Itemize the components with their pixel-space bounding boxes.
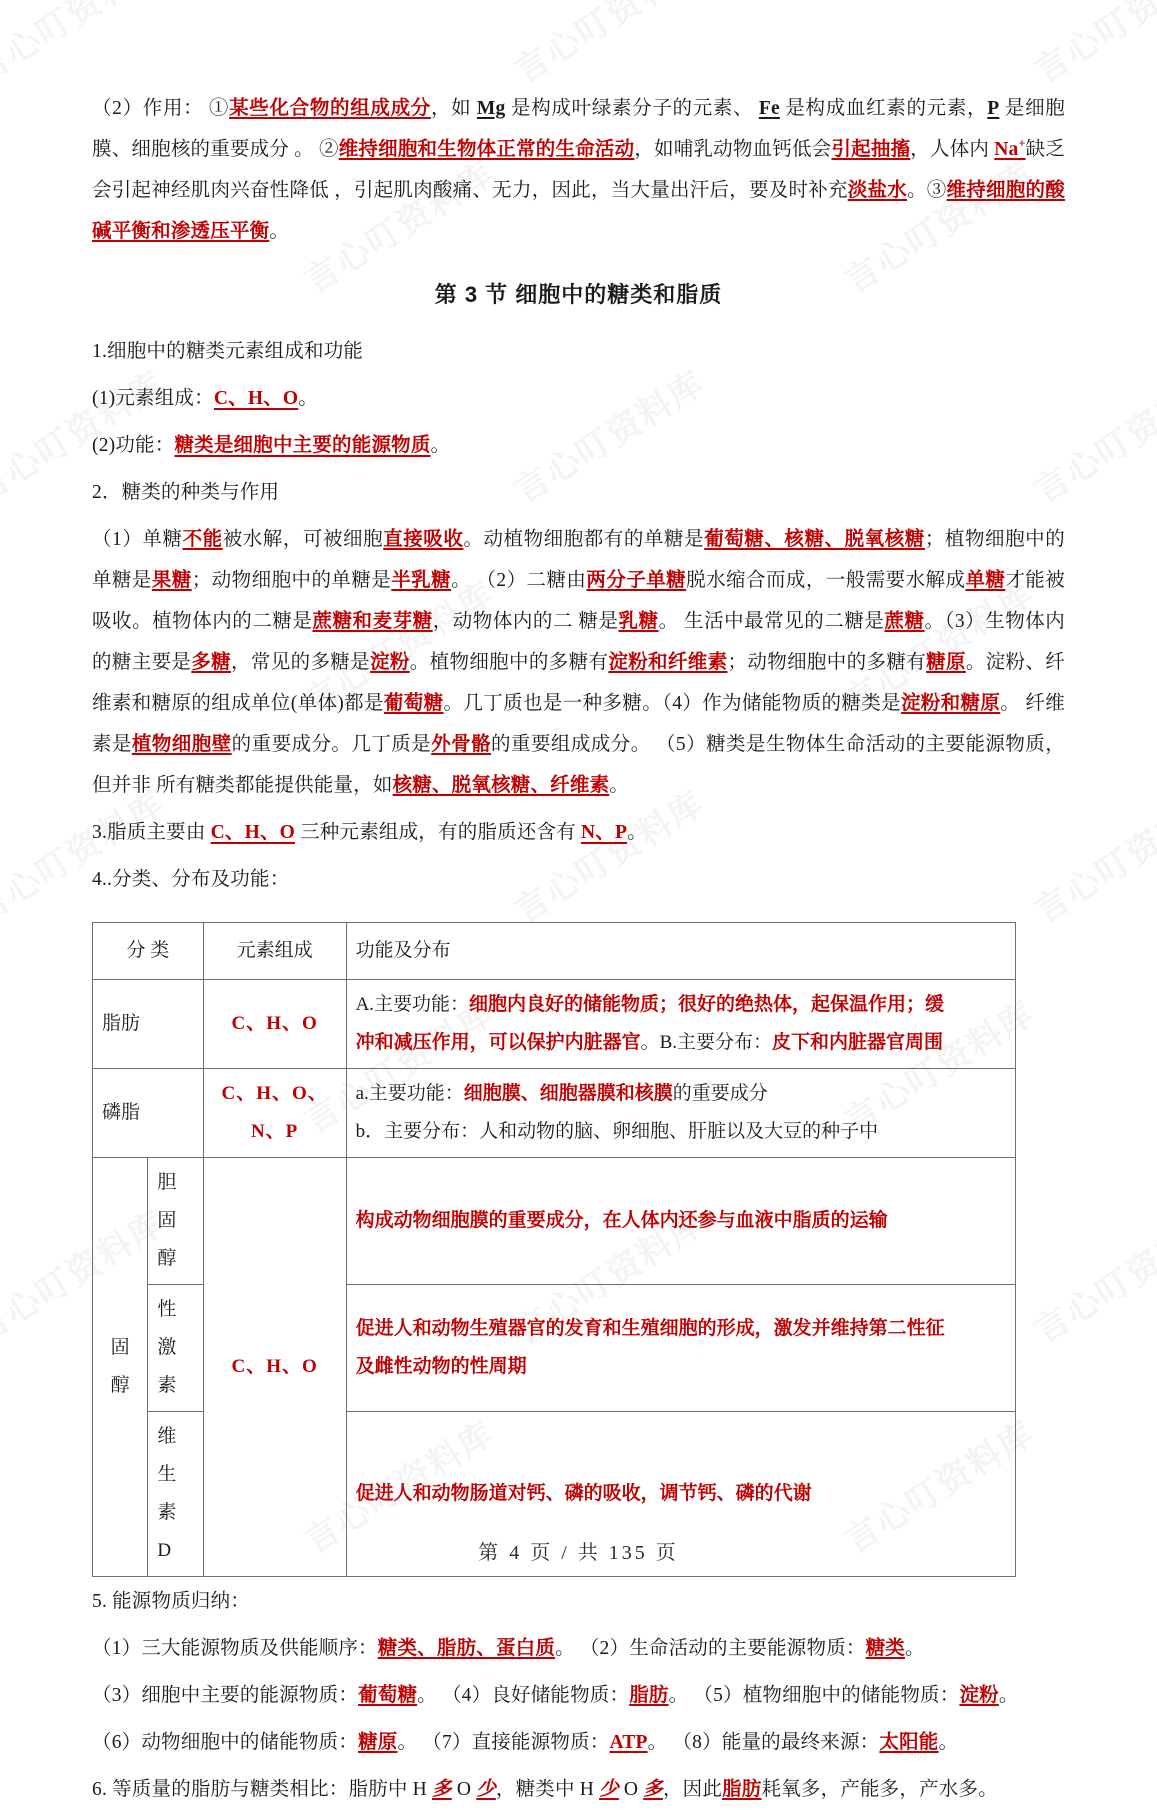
phos-function-line1 (356, 1075, 1006, 1113)
item5-main-energy: 糖类 (865, 1638, 906, 1659)
item5-line3 (92, 1722, 1065, 1763)
item3-elements-cho: C、H、O (210, 822, 296, 843)
item5-atp: ATP (609, 1732, 648, 1753)
em-exoskeleton: 外骨骼 (431, 734, 492, 755)
phos-fn-red: 细胞膜、细胞器膜和核膜 (463, 1083, 673, 1104)
item1-sub2-label: (2)功能： (92, 435, 175, 456)
intro-text-7: 缺乏会引起神经肌肉兴奋性降低 ，引起肌肉酸痛、无力，因此，当大量出汗后，要及时补充 (92, 139, 1065, 201)
t12: ，常见的多糖是 (231, 652, 371, 673)
item1-heading: 1.细胞中的糖类元素组成和功能 (92, 341, 364, 362)
item3-line (92, 812, 1065, 853)
item3-text-1: 3.脂质主要由 (92, 822, 211, 843)
vitamind-function-red: 促进人和动物肠道对钙、磷的吸收，调节钙、磷的代谢 (355, 1483, 812, 1504)
em-no-energy-sugars: 核糖、脱氧核糖、纤维素 (392, 775, 610, 796)
fat-fn-label-b: 。B.主要分布： (640, 1032, 773, 1053)
em-bunengshuijie: 不能 (182, 529, 223, 550)
intro-text-1: ，如 (430, 98, 477, 119)
cell-subcategory-cholesterol: 胆固醇 (148, 1158, 203, 1285)
item5-l2-a: （3）细胞中主要的能源物质： (92, 1685, 359, 1706)
t10: 。 生活中最常见的二糖是 (658, 611, 885, 632)
phos-fn-label: a.主要功能： (355, 1083, 464, 1104)
intro-text-2: 是构成叶绿素分子的元素、 (505, 98, 759, 119)
intro-emphasis-2: 维持细胞和生物体正常的生命活动 (338, 139, 635, 160)
phos-elements-line1: C、H、O、 (221, 1083, 328, 1104)
header-function: 功能及分布 (346, 923, 1015, 980)
em-glycogen: 糖原 (926, 652, 966, 673)
item6-h-more: 多 (432, 1779, 452, 1800)
t9: ，动物体内的二 糖是 (432, 611, 619, 632)
item6-a1: 6. 等质量的脂肪与糖类相比：脂肪中 H (92, 1779, 433, 1800)
table-row-sterol-cholesterol (93, 1158, 1016, 1285)
item5-glucose: 葡萄糖 (358, 1685, 418, 1706)
item5-line2 (92, 1675, 1065, 1716)
t14: ；动物细胞中的多糖有 (727, 652, 927, 673)
item6-a4: O (618, 1779, 644, 1800)
item6-o-more: 多 (643, 1779, 663, 1800)
item3-text-3: 。 (627, 822, 647, 843)
em-monosaccharides: 葡萄糖、核糖、脱氧核糖 (704, 529, 925, 550)
intro-text-6: ，人体内 (910, 139, 995, 160)
t11: 。（3）生物体内的糖主要是 (92, 611, 1066, 673)
item6-o-less: 少 (476, 1779, 496, 1800)
item2-heading: 2．糖类的种类与作用 (92, 482, 280, 503)
element-mg: Mg (476, 98, 506, 119)
item6-a2: O (451, 1779, 477, 1800)
item6-a6: 耗氧多，产能多，产水多。 (761, 1779, 998, 1800)
item5-solar: 太阳能 (879, 1732, 939, 1753)
em-galactose: 半乳糖 (391, 570, 452, 591)
intro-emphasis-3: 引起抽搐 (831, 139, 911, 160)
cell-subcategory-vitamind: 维生素 D (148, 1412, 203, 1577)
em-cell-wall: 植物细胞壁 (131, 734, 232, 755)
item5-l1-c: 。 (905, 1638, 925, 1659)
item6-line (92, 1769, 1065, 1810)
t19: 的重要组成成分。 （5）糖类是生物体生命活动的主要能源物质，但并非 所有糖类都能提供能量，如 (92, 734, 1065, 796)
intro-emphasis-4: 淡盐水 (847, 180, 908, 201)
fat-function-line2 (356, 1024, 1006, 1062)
t4: ；植物细胞中的单糖是 (92, 529, 1065, 591)
t8: 才能被吸收。植物体内的二糖是 (92, 570, 1065, 632)
cell-function-phospholipid (346, 1069, 1015, 1158)
item5-energy-order: 糖类、脂肪、蛋白质 (377, 1638, 556, 1659)
intro-text-5: ，如哺乳动物血钙低会 (634, 139, 832, 160)
lipid-classification-table (92, 922, 1016, 1577)
t15: 。淀粉、纤维素和糖原的组成单位(单体)都是 (92, 652, 1065, 714)
item5-glycogen: 糖原 (358, 1732, 398, 1753)
item5-l3-a: （6）动物细胞中的储能物质： (92, 1732, 359, 1753)
cell-function-cholesterol (346, 1158, 1015, 1285)
element-p: P (987, 98, 1000, 119)
item5-l1-a: （1）三大能源物质及供能顺序： (92, 1638, 378, 1659)
item6-a5: ，因此 (662, 1779, 723, 1800)
page-number-text: 第 4 页 / 共 135 页 (478, 1542, 679, 1564)
t7: 脱水缩合而成，一般需要水解成 (686, 570, 966, 591)
item6-a3: ，糖类中 H (495, 1779, 600, 1800)
item5-l2-b: 。 （4）良好储能物质： (417, 1685, 630, 1706)
cell-subcategory-sexhormone: 性激素 (148, 1285, 203, 1412)
t6: 。 （2）二糖由 (451, 570, 587, 591)
item5-line1 (92, 1628, 1065, 1669)
item1-sub1 (92, 378, 1065, 419)
phos-fn-tail: 的重要成分 (672, 1083, 768, 1104)
intro-text-8: 。③ (907, 180, 947, 201)
cell-elements-phospholipid (203, 1069, 346, 1158)
item1-sub1-value: C、H、O (213, 388, 299, 409)
phos-elements-line2: N、P (250, 1121, 299, 1142)
intro-emphasis-1: 某些化合物的组成成分 (229, 98, 431, 119)
header-category: 分 类 (93, 923, 204, 980)
cell-function-sexhormone (346, 1285, 1015, 1412)
item3-elements-np: N、P (580, 822, 628, 843)
cholesterol-function-red: 构成动物细胞膜的重要成分，在人体内还参与血液中脂质的运输 (355, 1210, 888, 1231)
item5-heading: 5. 能源物质归纳： (92, 1591, 251, 1612)
item5-fat: 脂肪 (629, 1685, 669, 1706)
em-polysaccharide: 多糖 (191, 652, 232, 673)
em-sucrose: 蔗糖 (884, 611, 925, 632)
page-footer (0, 1536, 1157, 1565)
table-row-phospholipid (93, 1069, 1016, 1158)
header-elements: 元素组成 (203, 923, 346, 980)
cell-category-phospholipid: 磷脂 (93, 1069, 204, 1158)
cell-elements-fat: C、H、O (203, 980, 346, 1069)
section-title: 第 3 节 细胞中的糖类和脂质 (434, 282, 723, 307)
intro-text-end: 。 (269, 221, 290, 242)
item5-l3-b: 。 （7）直接能源物质： (397, 1732, 610, 1753)
table-row-fat (93, 980, 1016, 1069)
item5-l3-c: 。 （8）能量的最终来源： (647, 1732, 880, 1753)
item6-fat-em: 脂肪 (722, 1779, 762, 1800)
em-glucose: 葡萄糖 (383, 693, 444, 714)
t17: 。 纤维素是 (92, 693, 1065, 755)
intro-prefix: （2）作用： ① (92, 98, 230, 119)
item1-sub2-end: 。 (430, 435, 451, 456)
intro-text-4: 是细胞膜、细胞核的重要成分 。 ② (92, 98, 1065, 160)
sexhormone-function-line1: 促进人和动物生殖器官的发育和生殖细胞的形成，激发并维持第二性征 (355, 1318, 945, 1339)
cell-category-fat: 脂肪 (93, 980, 204, 1069)
item5-l3-d: 。 (938, 1732, 959, 1753)
item5-l2-c: 。 （5）植物细胞中的储能物质： (668, 1685, 960, 1706)
t18: 的重要成分。几丁质是 (231, 734, 432, 755)
sexhormone-function-line2: 及雌性动物的性周期 (355, 1356, 527, 1377)
table-header-row (93, 923, 1016, 980)
t3: 。动植物细胞都有的单糖是 (463, 529, 705, 550)
item3-text-2: 三种元素组成，有的脂质还含有 (295, 822, 581, 843)
item1-sub1-label: (1)元素组成： (92, 388, 214, 409)
cell-category-sterol: 固醇 (93, 1158, 148, 1577)
item2-body (92, 519, 1065, 806)
fat-function-line1 (356, 986, 1006, 1024)
fat-distribution-red: 皮下和内脏器官周围 (772, 1032, 944, 1053)
item5-l2-d: 。 (998, 1685, 1019, 1706)
item1-sub1-end: 。 (298, 388, 318, 409)
fat-fn-red-b: 冲和减压作用，可以保护内脏器官 (355, 1032, 641, 1053)
item1-sub2-value: 糖类是细胞中主要的能源物质 (174, 435, 431, 456)
element-na (994, 136, 1026, 160)
t5: ；动物细胞中的单糖是 (191, 570, 392, 591)
cell-elements-sterol: C、H、O (203, 1158, 346, 1577)
element-na-symbol: Na (994, 139, 1019, 160)
em-zhijiexishou: 直接吸收 (383, 529, 464, 550)
em-fructose: 果糖 (151, 570, 192, 591)
em-starch-glycogen: 淀粉和糖原 (900, 693, 1001, 714)
em-sucrose-maltose: 蔗糖和麦芽糖 (312, 611, 433, 632)
item5-starch: 淀粉 (959, 1685, 999, 1706)
fat-fn-red-a: 细胞内良好的储能物质；很好的绝热体，起保温作用；缓 (469, 994, 945, 1015)
cell-function-fat (346, 980, 1015, 1069)
em-mono: 单糖 (965, 570, 1006, 591)
phos-function-line2: b．主要分布：人和动物的脑、卵细胞、肝脏以及大豆的种子中 (355, 1121, 879, 1142)
em-lactose: 乳糖 (618, 611, 659, 632)
item4-heading: 4..分类、分布及功能： (92, 869, 290, 890)
item1-sub2 (92, 425, 1065, 466)
item6-h-less: 少 (599, 1779, 619, 1800)
t20: 。 (609, 775, 629, 796)
t16: 。几丁质也是一种多糖。（4）作为储能物质的糖类是 (443, 693, 901, 714)
fat-fn-label-a: A.主要功能： (355, 994, 470, 1015)
t1: （1）单糖 (92, 529, 183, 550)
element-fe: Fe (758, 98, 780, 119)
element-na-charge: + (1018, 136, 1026, 151)
intro-emphasis-5: 维持细胞的酸碱平衡和渗透压平衡 (92, 180, 1065, 242)
intro-paragraph (92, 88, 1065, 252)
t13: 。植物细胞中的多糖有 (409, 652, 609, 673)
t2: 被水解，可被细胞 (222, 529, 384, 550)
em-starch-cellulose: 淀粉和纤维素 (608, 652, 728, 673)
em-two-mono: 两分子单糖 (586, 570, 687, 591)
intro-text-3: 是构成血红素的元素， (779, 98, 988, 119)
item5-l1-b: 。 （2）生命活动的主要能源物质： (555, 1638, 866, 1659)
em-starch: 淀粉 (370, 652, 410, 673)
